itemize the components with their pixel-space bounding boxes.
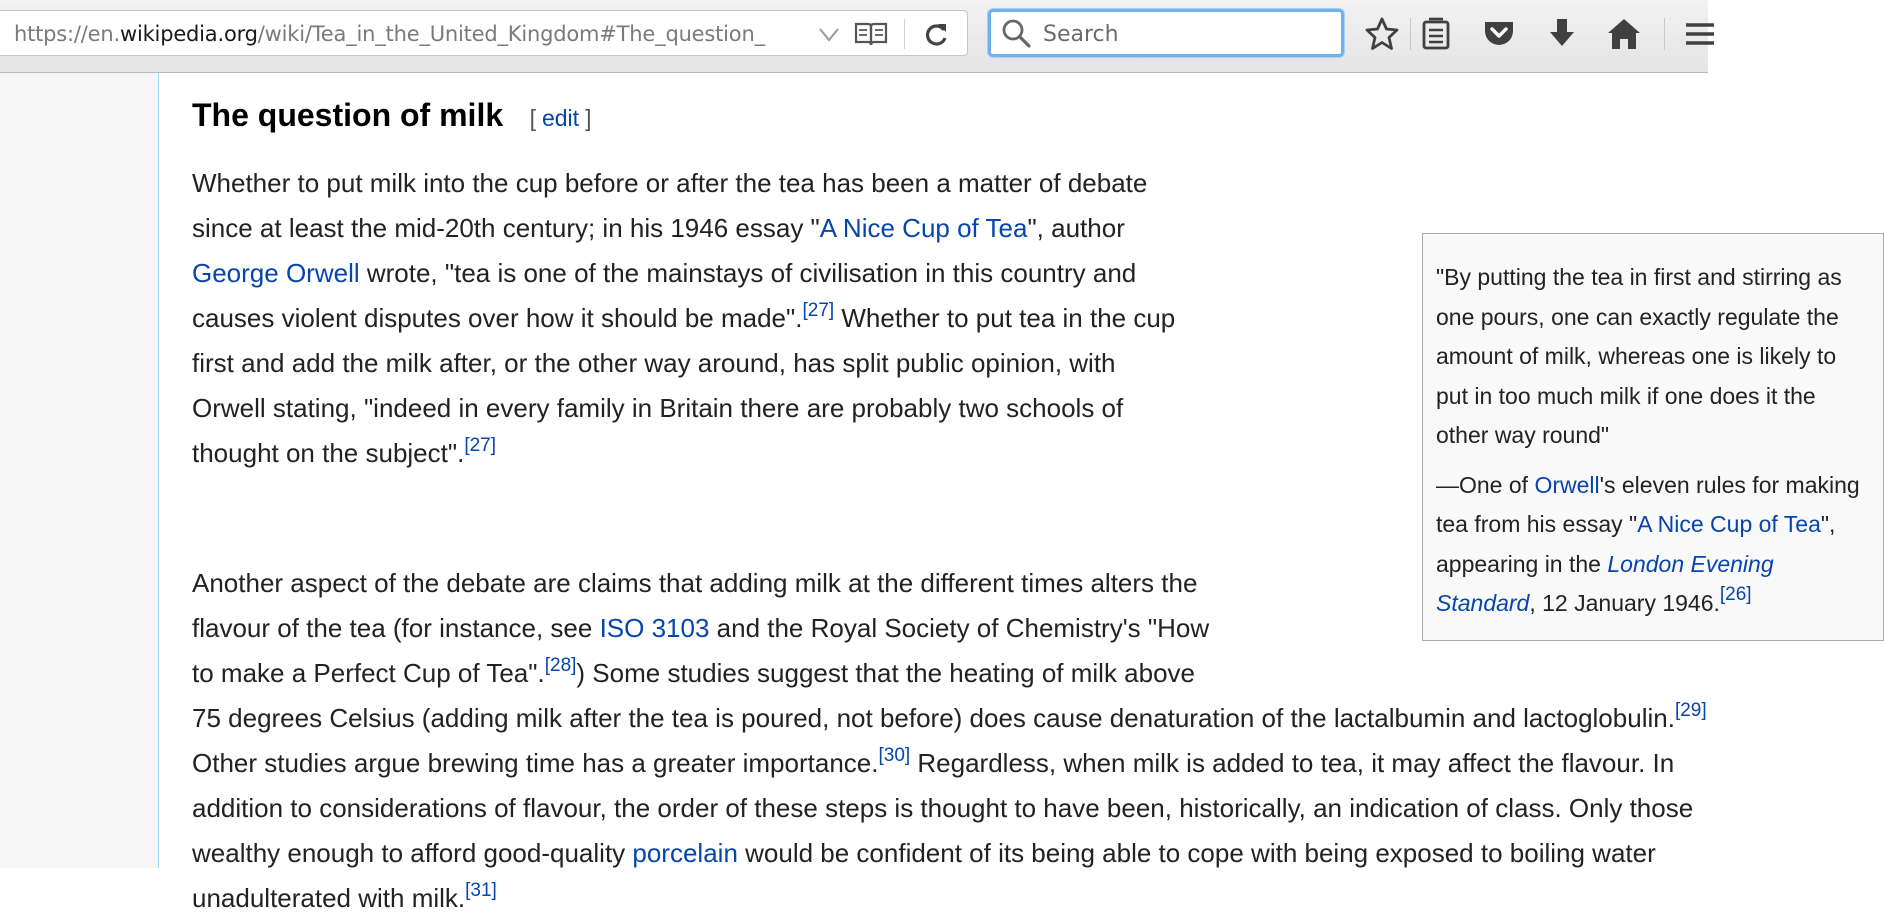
bookmark-star-icon[interactable] [1364, 16, 1400, 52]
citation-ref [802, 300, 834, 321]
citation-link[interactable]: [27] [464, 435, 497, 456]
text-run: ", appearing in the [1436, 511, 1836, 577]
text-run: 's eleven rules for making tea from his essay " [1436, 471, 1860, 537]
text-run: Whether to put tea in the cup first and add the milk after, or the other way around, has split public opinion, with Orwell stating, "indeed in every family in Britain there are probably two schools of thought on the subject". [192, 303, 1176, 468]
citation-link[interactable]: [28] [544, 655, 577, 676]
text-run: wrote, "tea is one of the mainstays of civilisation in this country and causes violent disputes over how it should be made". [192, 258, 1137, 333]
menu-icon[interactable] [1682, 16, 1718, 52]
article-link[interactable]: Orwell [1534, 471, 1600, 498]
article-link[interactable]: ISO 3103 [599, 613, 710, 643]
citation-ref [878, 745, 910, 766]
search-bar[interactable] [988, 9, 1344, 57]
text-run: ", author [1027, 213, 1125, 243]
text-run: ) Some studies suggest that the heating of milk above 75 degrees Celsius (adding milk after the tea is poured, not before) does cause denaturation of the lactalbumin and lactoglobulin. [192, 658, 1675, 733]
section-title: The question of milk [192, 97, 504, 133]
citation-link[interactable]: [26] [1719, 584, 1752, 605]
text-run: Whether to put milk into the cup before or after the tea has been a matter of debate since at least the mid-20th century; in his 1946 essay " [192, 168, 1148, 243]
text-run: would be confident of its being able to cope with being exposed to boiling water unadulterated with milk. [192, 838, 1656, 913]
citation-ref [465, 880, 497, 901]
browser-toolbar [0, 0, 1708, 73]
search-input[interactable] [1041, 18, 1335, 50]
citation-link[interactable]: [30] [878, 745, 911, 766]
download-icon[interactable] [1544, 16, 1580, 52]
quote-text: "By putting the tea in first and stirring as one pours, one can exactly regulate the amount of milk, whereas one is likely to put in too much milk if one does it the other way round" [1436, 264, 1842, 448]
text-run: , 12 January 1946. [1529, 590, 1720, 616]
chevron-down-icon[interactable] [818, 27, 840, 43]
reader-view-icon[interactable] [854, 21, 888, 47]
home-icon[interactable] [1606, 16, 1642, 52]
pocket-icon[interactable] [1481, 16, 1517, 52]
url-text[interactable]: https://en.wikipedia.org/wiki/Tea_in_the_United_Kingdom#The_question_ [14, 22, 765, 46]
section-heading [192, 97, 591, 134]
edit-section: [ edit ] [529, 105, 592, 131]
url-separator [904, 19, 905, 49]
text-run: Another aspect of the debate are claims that adding milk at the different times alters the flavour of the tea (for instance, see [192, 568, 1198, 643]
citation-link[interactable]: [29] [1674, 700, 1707, 721]
article-link[interactable]: London Evening Standard [1436, 550, 1774, 616]
search-icon [1001, 18, 1033, 50]
text-run: Other studies argue brewing time has a greater importance. [192, 748, 879, 778]
citation-ref [464, 435, 496, 456]
citation-ref [1720, 584, 1752, 605]
citation-link[interactable]: [27] [802, 300, 835, 321]
article-link[interactable]: A Nice Cup of Tea [819, 213, 1028, 243]
citation-ref [545, 655, 577, 676]
article-link[interactable]: A Nice Cup of Tea [1637, 511, 1821, 537]
paragraph-1 [192, 161, 1182, 476]
bookmarks-menu-icon[interactable] [1418, 16, 1454, 52]
toolbar-separator [1664, 18, 1665, 50]
text-run: Regardless, when milk is added to tea, it may affect the flavour. In addition to considerations of flavour, the order of these steps is thought to have been, historically, an indication of class. Only those wealthy enough to afford good-quality [192, 748, 1694, 868]
article-link[interactable]: George Orwell [192, 258, 360, 288]
quote-box [1422, 233, 1884, 641]
citation-link[interactable]: [31] [465, 880, 497, 901]
quote-attribution [1436, 466, 1871, 624]
text-run: and the Royal Society of Chemistry's "How to make a Perfect Cup of Tea". [192, 613, 1210, 688]
toolbar-separator [1410, 18, 1411, 50]
edit-link[interactable]: edit [541, 105, 580, 131]
text-run: —One of [1436, 471, 1535, 498]
left-sidebar [0, 73, 159, 868]
citation-ref [1675, 700, 1707, 721]
reload-icon[interactable] [922, 21, 950, 49]
article-link[interactable]: porcelain [632, 838, 738, 868]
url-bar[interactable] [0, 10, 968, 56]
